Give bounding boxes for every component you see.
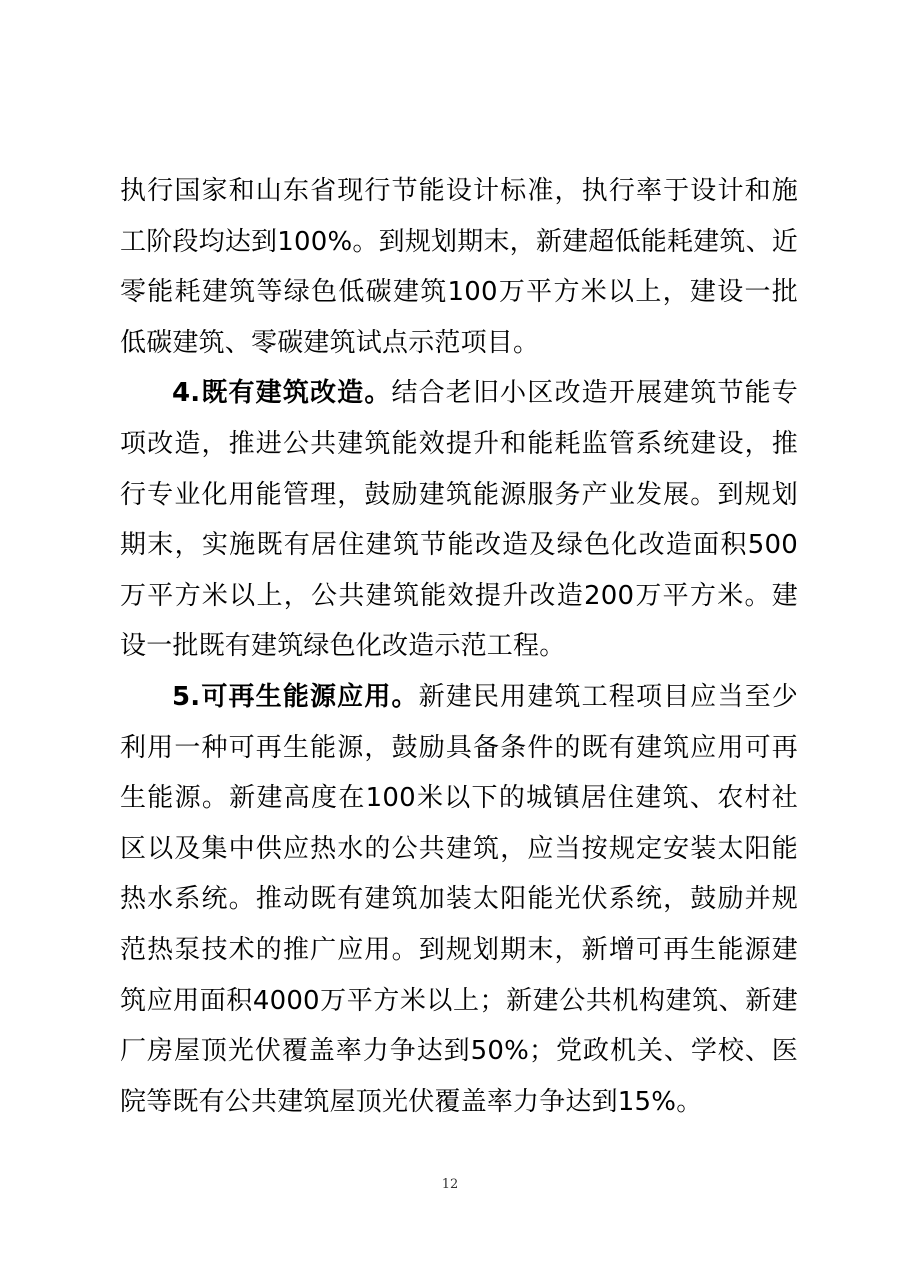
paragraph-existing-building-renovation <box>120 368 798 672</box>
section-heading-renewable-energy: 5.可再生能源应用。 <box>172 681 419 712</box>
paragraph-text: 执行国家和山东省现行节能设计标准，执行率于设计和施工阶段均达到100%。到规划期末，新建超低能耗建筑、近零能耗建筑等绿色低碳建筑100万平方米以上，建设一批低碳建筑、零碳建筑试点示范项目。 <box>120 176 798 358</box>
paragraph-text: 结合老旧小区改造开展建筑节能专项改造，推进公共建筑能效提升和能耗监管系统建设，推行专业化用能管理，鼓励建筑能源服务产业发展。到规划期末，实施既有居住建筑节能改造及绿色化改造面积500万平方米以上，公共建筑能效提升改造200万平方米。建设一批既有建筑绿色化改造示范工程。 <box>120 378 798 662</box>
paragraph-renewable-energy <box>120 672 798 1127</box>
paragraph-continuation <box>120 166 798 368</box>
body-text <box>120 166 798 1127</box>
section-heading-existing-building-renovation: 4.既有建筑改造。 <box>172 378 392 409</box>
page-number: 12 <box>441 1177 459 1192</box>
paragraph-text: 新建民用建筑工程项目应当至少利用一种可再生能源，鼓励具备条件的既有建筑应用可再生能源。新建高度在100米以下的城镇居住建筑、农村社区以及集中供应热水的公共建筑，应当按规定安装太阳能热水系统。推动既有建筑加装太阳能光伏系统，鼓励并规范热泵技术的推广应用。到规划期末，新增可再生能源建筑应用面积4000万平方米以上；新建公共机构建筑、新建厂房屋顶光伏覆盖率力争达到50%；党政机关、学校、医院等既有公共建筑屋顶光伏覆盖率力争达到15%。 <box>120 681 798 1117</box>
